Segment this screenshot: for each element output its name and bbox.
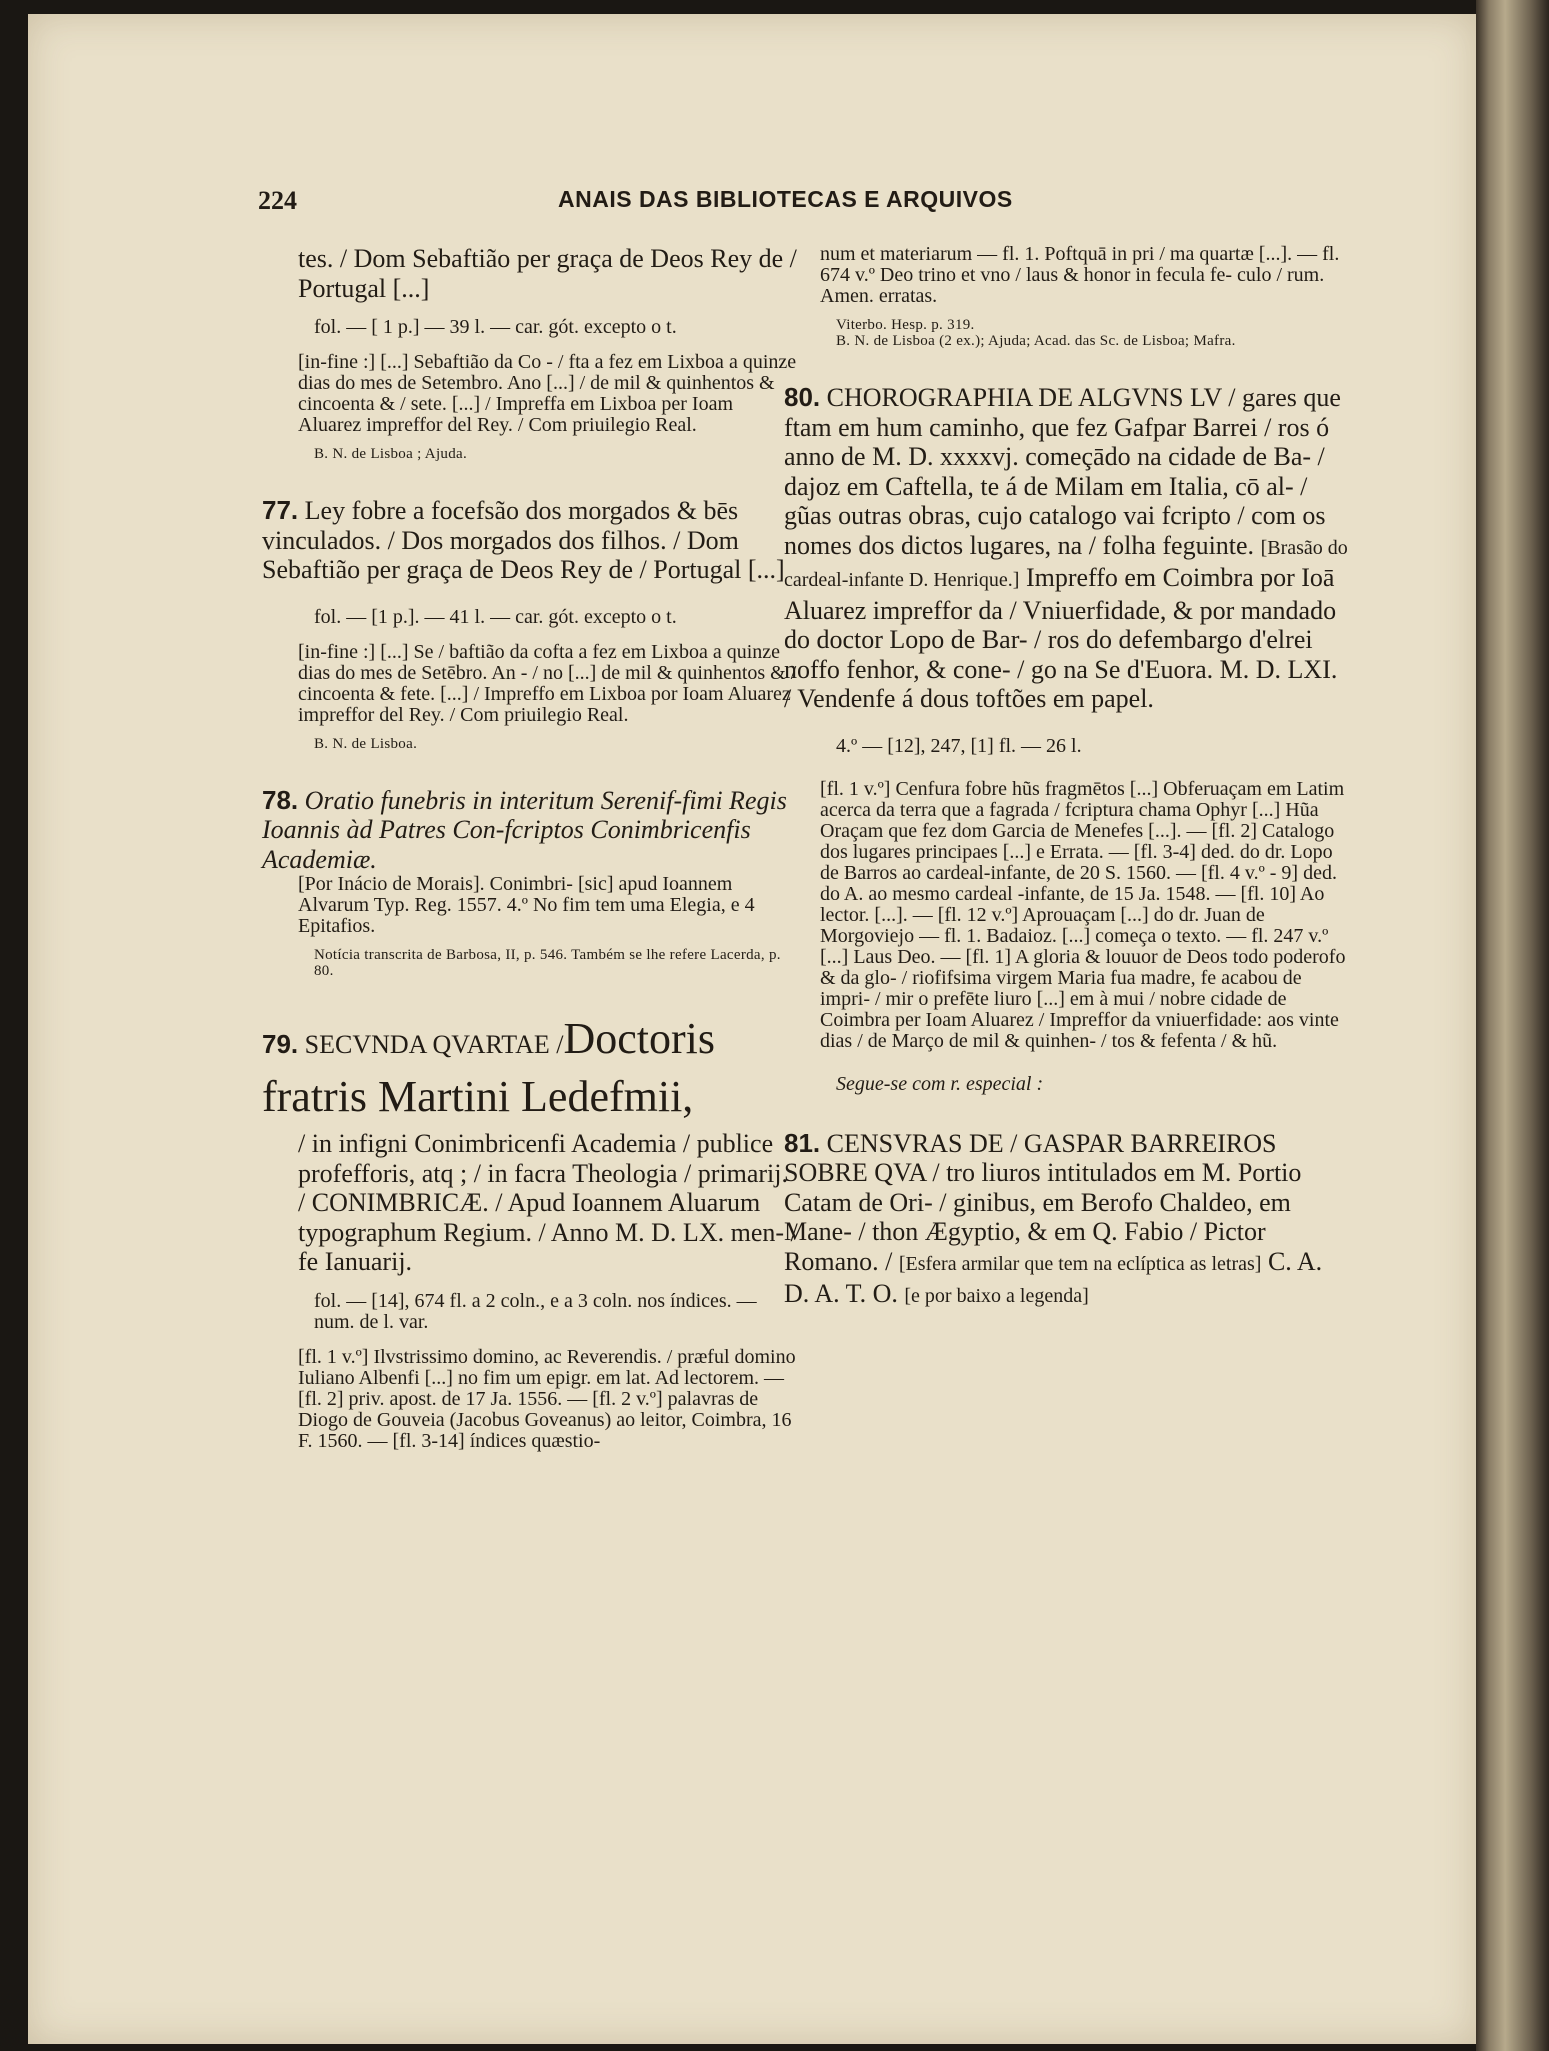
entry-description: [fl. 1 v.º] Ilvstrissimo domino, ac Reverendis. / præful domino Iuliano Albenfi [...] no fim um epigr. em lat. Ad lectorem. — [fl. 2] priv. apost. de 17 Ja. 1556. — [fl. 2 v.º] palavras de Diogo de Gouveia (Jacobus Goveanus) ao leitor, Coimbra, 16 F. 1560. — [fl. 3-14] índices quæstio- <box>298 1345 796 1452</box>
entry-number: 79. <box>262 1029 299 1059</box>
continued-refs: Viterbo. Hesp. p. 319. <box>836 317 975 333</box>
entry-imprint: [Por Inácio de Morais]. Conimbri- [sic] apud Ioannem Alvarum Typ. Reg. 1557. 4.º No fim tem uma Elegia, e 4 Epitafios. <box>298 873 755 937</box>
entry-colophon: [in-fine :] [...] Se / baftião da cofta a fez em Lixboa a quinze dias do mes de Setēbro. An - / no [...] de mil & quinhentos & / cincoenta & fete. [...] / Impreffo em Lixboa por Ioam Aluarez impreffor del Rey. / Com priuilegio Real. <box>298 640 797 726</box>
continued-text: num et materiarum — fl. 1. Poftquā in pri / ma quartæ [...]. — fl. 674 v.º Deo trino et vno / laus & honor in fecula fe- culo / rum. Amen. erratas. <box>820 243 1340 307</box>
running-header <box>258 186 1078 226</box>
entry-title-big: Doctoris fratris Martini Ledefmii, <box>262 1014 715 1121</box>
entry-note: Notícia transcrita de Barbosa, II, p. 546. Também se lhe refere Lacerda, p. 80. <box>314 947 781 979</box>
entry-title: Oratio funebris in interitum Serenif-fimi Regis Ioannis àd Patres Con-fcriptos Conimbricenfis Academiæ. <box>262 785 787 874</box>
running-title: ANAIS DAS BIBLIOTECAS E ARQUIVOS <box>558 186 1013 212</box>
entry-bracket: [Esfera armilar que tem na eclíptica as letras] <box>898 1252 1262 1275</box>
entry-segue: Segue-se com r. especial : <box>836 1072 1044 1095</box>
entry-title-rest: / in infigni Conimbricenfi Academia / publice profefforis, atq ; / in facra Theologia / primarij. / CONIMBRICÆ. / Apud Ioannem Aluarum typographum Regium. / Anno M. D. LX. men- / fe Ianuarij. <box>298 1129 798 1276</box>
entry-81 <box>784 1127 1350 1312</box>
entry-number: 80. <box>784 382 821 412</box>
entry-letters: C. A. D. A. T. O. <box>784 1246 1323 1308</box>
continued-collation: fol. — [ 1 p.] — 39 l. — car. gót. excepto o t. <box>314 316 677 338</box>
entry-collation: fol. — [1 p.]. — 41 l. — car. gót. excepto o t. <box>314 605 677 628</box>
entry-title-caps: SECVNDA QVARTAE / <box>304 1030 564 1059</box>
entry-collation: fol. — [14], 674 fl. a 2 coln., e a 3 coln. nos índices. — num. de l. var. <box>314 1289 757 1333</box>
entry-title-end: Impreffo em Coimbra por Ioā Aluarez impreffor da / Vniuerfidade, & por mandado do doctor Lopo de Bar- / ros do defembargo d'elrei noffo fenhor, & cone- / go na Se d'Euora. M. D. LXI. / Vendenfe á dous toftões em papel. <box>784 563 1338 713</box>
continued-holdings: B. N. de Lisboa (2 ex.); Ajuda; Acad. das Sc. de Lisboa; Mafra. <box>836 333 1236 349</box>
entry-79 <box>262 1013 800 1452</box>
entry-title: Ley fobre a focefsão dos morgados & bēs vinculados. / Dos morgados dos filhos. / Dom Sebaftião per graça de Deos Rey de / Portugal [...] <box>262 496 785 584</box>
entry-number: 81. <box>784 1127 821 1158</box>
continued-colophon: [in-fine :] [...] Sebaftião da Co - / fta a fez em Lixboa a quinze dias do mes de Setembro. Ano [...] / de mil & quinhentos & cincoenta & / sete. [...] / Impreffa em Lixboa per Ioam Aluarez impreffor del Rey. / Com priuilegio Real. <box>298 351 797 436</box>
entry-number: 77. <box>262 495 299 525</box>
book-spine <box>1476 0 1549 2051</box>
entry-78 <box>262 784 800 980</box>
entry-80 <box>784 382 1350 1095</box>
entry-77 <box>262 495 800 752</box>
entry-title: CHOROGRAPHIA DE ALGVNS LV / gares que ftam em hum caminho, que fez Gafpar Barrei / ros ó anno de M. D. xxxxvj. começādo na cidade de Ba- / dajoz em Caftella, te á de Milam em Italia, cō al- / gũas outras obras, cujo catalogo vai fcripto / com os nomes dos dictos lugares, na / folha feguinte. <box>784 383 1341 560</box>
continued-holdings: B. N. de Lisboa ; Ajuda. <box>314 446 468 462</box>
page-number: 224 <box>258 186 297 215</box>
entry-bracket: [Brasão do cardeal-infante D. Henrique.] <box>784 536 1348 591</box>
entry-tail: [e por baixo a legenda] <box>904 1285 1089 1307</box>
right-column <box>784 243 1350 1312</box>
continued-title: tes. / Dom Sebaftião per graça de Deos Rey de / Portugal [...] <box>298 244 797 303</box>
entry-number: 78. <box>262 784 299 815</box>
entry-description: [fl. 1 v.º] Cenfura fobre hũs fragmētos [...] Obferuaçam em Latim acerca da terra que a fagrada / fcriptura chama Ophyr [...] Hũa Oraçam que fez dom Garcia de Menefes [...]. — [fl. 2] Catalogo dos lugares principaes [...] e Errata. — [fl. 3-4] ded. do dr. Lopo de Barros ao cardeal-infante, de 20 S. 1560. — [fl. 4 v.º - 9] ded. do A. ao mesmo cardeal -infante, de 15 Ja. 1548. — [fl. 10] Ao lector. [...]. — [fl. 12 v.º] Aprouaçam [...] do dr. Juan de Morgoviejo — fl. 1. Badaioz. [...] começa o texto. — fl. 247 v.º [...] Laus Deo. — [fl. 1] A gloria & louuor de Deos todo poderofo & da glo- / riofifsima virgem Maria fua madre, fe acabou de impri- / mir o prefēte liuro [...] em à mui / nobre cidade de Coimbra per Ioam Aluarez / Impreffor da vniuerfidade: aos vinte dias / de Março de mil & quinhen- / tos & fefenta / & hũ. <box>820 777 1346 1052</box>
entry-holdings: B. N. de Lisboa. <box>314 735 418 752</box>
entry-collation: 4.º — [12], 247, [1] fl. — 26 l. <box>836 734 1082 757</box>
entry-title: CENSVRAS DE / GASPAR BARREIROS SOBRE QVA / tro liuros intitulados em M. Portio Catam de Ori- / ginibus, em Berofo Chaldeo, em Mane- / thon Ægyptio, & em Q. Fabio / Pictor Romano. / <box>784 1128 1302 1276</box>
left-column <box>262 244 800 1452</box>
